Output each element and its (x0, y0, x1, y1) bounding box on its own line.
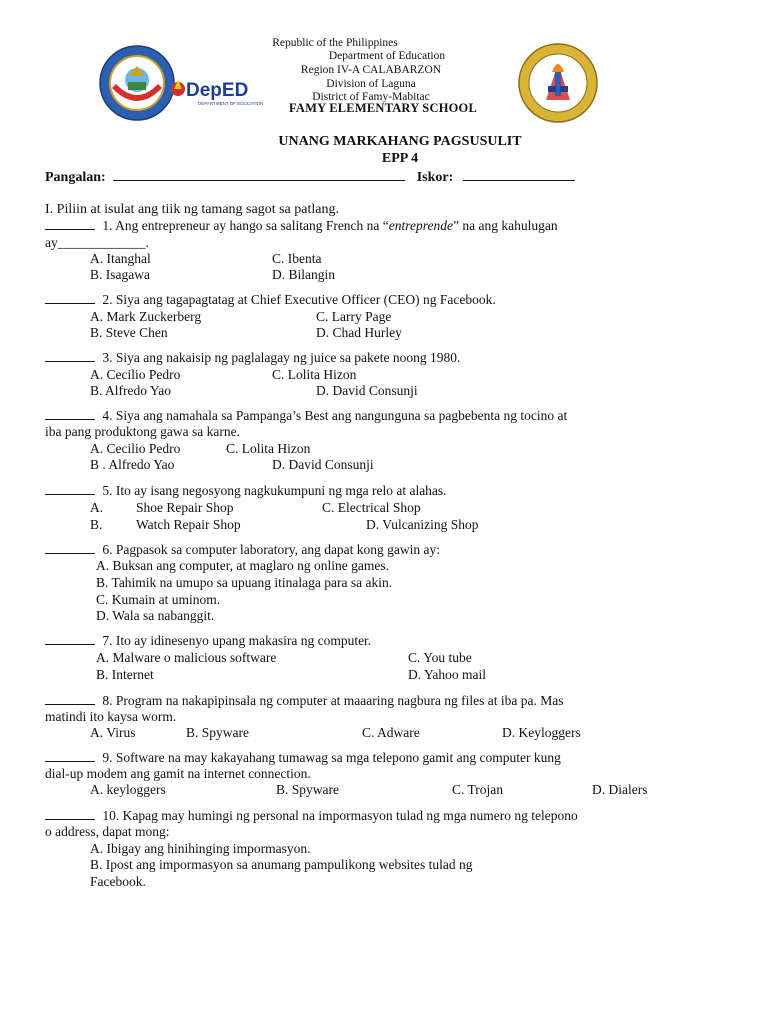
question-4 (45, 408, 567, 424)
question-2 (45, 292, 496, 308)
option-3b: B. Alfredo Yao (90, 383, 172, 398)
header-region: Region IV-A CALABARZON (300, 64, 442, 76)
question-text: Software na may kakayahang tumawag sa mga telepono gamit ang computer kung (115, 750, 561, 765)
question-8 (45, 693, 563, 709)
question-number: 6. (102, 542, 113, 557)
option-6d: D. Wala sa nabanggit. (96, 608, 215, 623)
option-8b: B. Spyware (186, 725, 249, 740)
option-2a: A. Mark Zuckerberg (90, 309, 202, 324)
question-number: 8. (102, 693, 113, 708)
option-7b: B. Internet (96, 667, 154, 682)
name-label: Pangalan: (45, 170, 106, 185)
option-4d: D. David Consunji (272, 457, 374, 472)
question-number: 5. (102, 483, 113, 498)
option-1c: C. Ibenta (272, 251, 322, 266)
question-7 (45, 633, 371, 649)
answer-blank-5[interactable] (45, 483, 95, 495)
question-text: Siya ang namahala sa Pampanga’s Best ang nangunguna sa pagbebenta ng tocino at (115, 408, 568, 423)
option-5b: Watch Repair Shop (136, 517, 241, 532)
option-5a: Shoe Repair Shop (136, 500, 234, 515)
question-text: Ito ay isang negosyong nagkukumpuni ng mga relo at alahas. (115, 483, 447, 498)
question-text: Kapag may humingi ng personal na impormasyon tulad ng mga numero ng telepono (122, 808, 578, 823)
question-text: Pagpasok sa computer laboratory, ang dapat kong gawin ay: (115, 542, 441, 557)
option-1d: D. Bilangin (272, 267, 335, 282)
answer-blank-4[interactable] (45, 408, 95, 420)
question-number: 3. (102, 350, 113, 365)
question-number: 7. (102, 633, 113, 648)
option-3c: C. Lolita Hizon (272, 367, 357, 382)
question-1-cont: ay_____________. (45, 235, 149, 250)
option-9b: B. Spyware (276, 782, 339, 797)
question-text-end: ” na ang kahulugan (453, 218, 558, 233)
question-number: 1. (102, 218, 113, 233)
option-5d: D. Vulcanizing Shop (366, 517, 479, 532)
name-field[interactable] (113, 168, 405, 181)
option-10b-cont: Facebook. (90, 874, 146, 889)
option-9c: C. Trojan (452, 782, 504, 797)
header-district: District of Famy-Mabitac (312, 91, 430, 103)
answer-blank-3[interactable] (45, 350, 95, 362)
question-9 (45, 750, 561, 766)
option-9a: A. keyloggers (90, 782, 166, 797)
option-8a: A. Virus (90, 725, 136, 740)
question-4-cont: iba pang produktong gawa sa karne. (45, 424, 240, 439)
score-field[interactable] (463, 168, 575, 181)
question-5 (45, 483, 447, 499)
answer-blank-8[interactable] (45, 693, 95, 705)
name-score-bar (45, 168, 575, 186)
question-text: Program na nakapipinsala ng computer at maaaring nagbura ng files at iba pa. Mas (115, 693, 564, 708)
answer-blank-2[interactable] (45, 292, 95, 304)
question-number: 9. (102, 750, 113, 765)
option-6c: C. Kumain at uminom. (96, 592, 221, 607)
option-5b-letter: B. (90, 517, 103, 532)
option-8d: D. Keyloggers (502, 725, 581, 740)
question-3 (45, 350, 460, 366)
question-number: 2. (102, 292, 113, 307)
option-9d: D. Dialers (592, 782, 648, 797)
question-text: Siya ang nakaisip ng paglalagay ng juice sa pakete noong 1980. (115, 350, 461, 365)
svg-text:DepED: DepED (186, 80, 249, 101)
header-republic: Republic of the Philippines (272, 37, 398, 49)
question-number: 4. (102, 408, 113, 423)
option-5c: C. Electrical Shop (322, 500, 421, 515)
question-text: Ito ay idinesenyo upang makasira ng computer. (115, 633, 372, 648)
exam-title: UNANG MARKAHANG PAGSUSULIT (278, 134, 522, 149)
option-4a: A. Cecilio Pedro (90, 441, 181, 456)
option-4b: B . Alfredo Yao (90, 457, 175, 472)
answer-blank-1[interactable] (45, 218, 95, 230)
question-10-cont: o address, dapat mong: (45, 824, 170, 839)
header-division: Division of Laguna (326, 78, 416, 90)
answer-blank-10[interactable] (45, 808, 95, 820)
question-1 (45, 218, 558, 234)
option-6a: A. Buksan ang computer, at maglaro ng online games. (96, 558, 390, 573)
header-department: Department of Education (328, 50, 446, 62)
question-number: 10. (102, 808, 120, 823)
option-2b: B. Steve Chen (90, 325, 168, 340)
option-2c: C. Larry Page (316, 309, 392, 324)
option-6b: B. Tahimik na umupo sa upuang itinalaga para sa akin. (96, 575, 393, 590)
school-name: FAMY ELEMENTARY SCHOOL (289, 101, 477, 115)
option-7d: D. Yahoo mail (408, 667, 487, 682)
option-7a: A. Malware o malicious software (96, 650, 277, 665)
answer-blank-7[interactable] (45, 633, 95, 645)
subject-title: EPP 4 (381, 151, 419, 166)
question-6 (45, 542, 440, 558)
option-1b: B. Isagawa (90, 267, 150, 282)
question-text: Ang entrepreneur ay hango sa salitang French na “ (115, 218, 389, 233)
option-2d: D. Chad Hurley (316, 325, 402, 340)
option-3d: D. David Consunji (316, 383, 418, 398)
question-italic-term: entreprende (388, 218, 454, 233)
question-10 (45, 808, 578, 824)
svg-text:DEPARTMENT OF EDUCATION: DEPARTMENT OF EDUCATION (198, 101, 264, 106)
score-label: Iskor: (416, 170, 454, 185)
question-9-cont: dial-up modem ang gamit na internet connection. (45, 766, 311, 781)
option-7c: C. You tube (408, 650, 472, 665)
question-8-cont: matindi ito kaysa worm. (45, 709, 177, 724)
option-10a: A. Ibigay ang hinihinging impormasyon. (90, 841, 311, 856)
option-5a-letter: A. (90, 500, 104, 515)
division-of-laguna-seal-icon (98, 44, 176, 122)
option-10b: B. Ipost ang impormasyon sa anumang pampulikong websites tulad ng (90, 857, 473, 872)
answer-blank-6[interactable] (45, 542, 95, 554)
question-text: Siya ang tagapagtatag at Chief Executive Officer (CEO) ng Facebook. (115, 292, 496, 307)
option-4c: C. Lolita Hizon (226, 441, 311, 456)
answer-blank-9[interactable] (45, 750, 95, 762)
instructions: I. Piliin at isulat ang tiik ng tamang sagot sa patlang. (45, 202, 339, 217)
option-8c: C. Adware (362, 725, 420, 740)
option-3a: A. Cecilio Pedro (90, 367, 181, 382)
option-1a: A. Itanghal (90, 251, 151, 266)
